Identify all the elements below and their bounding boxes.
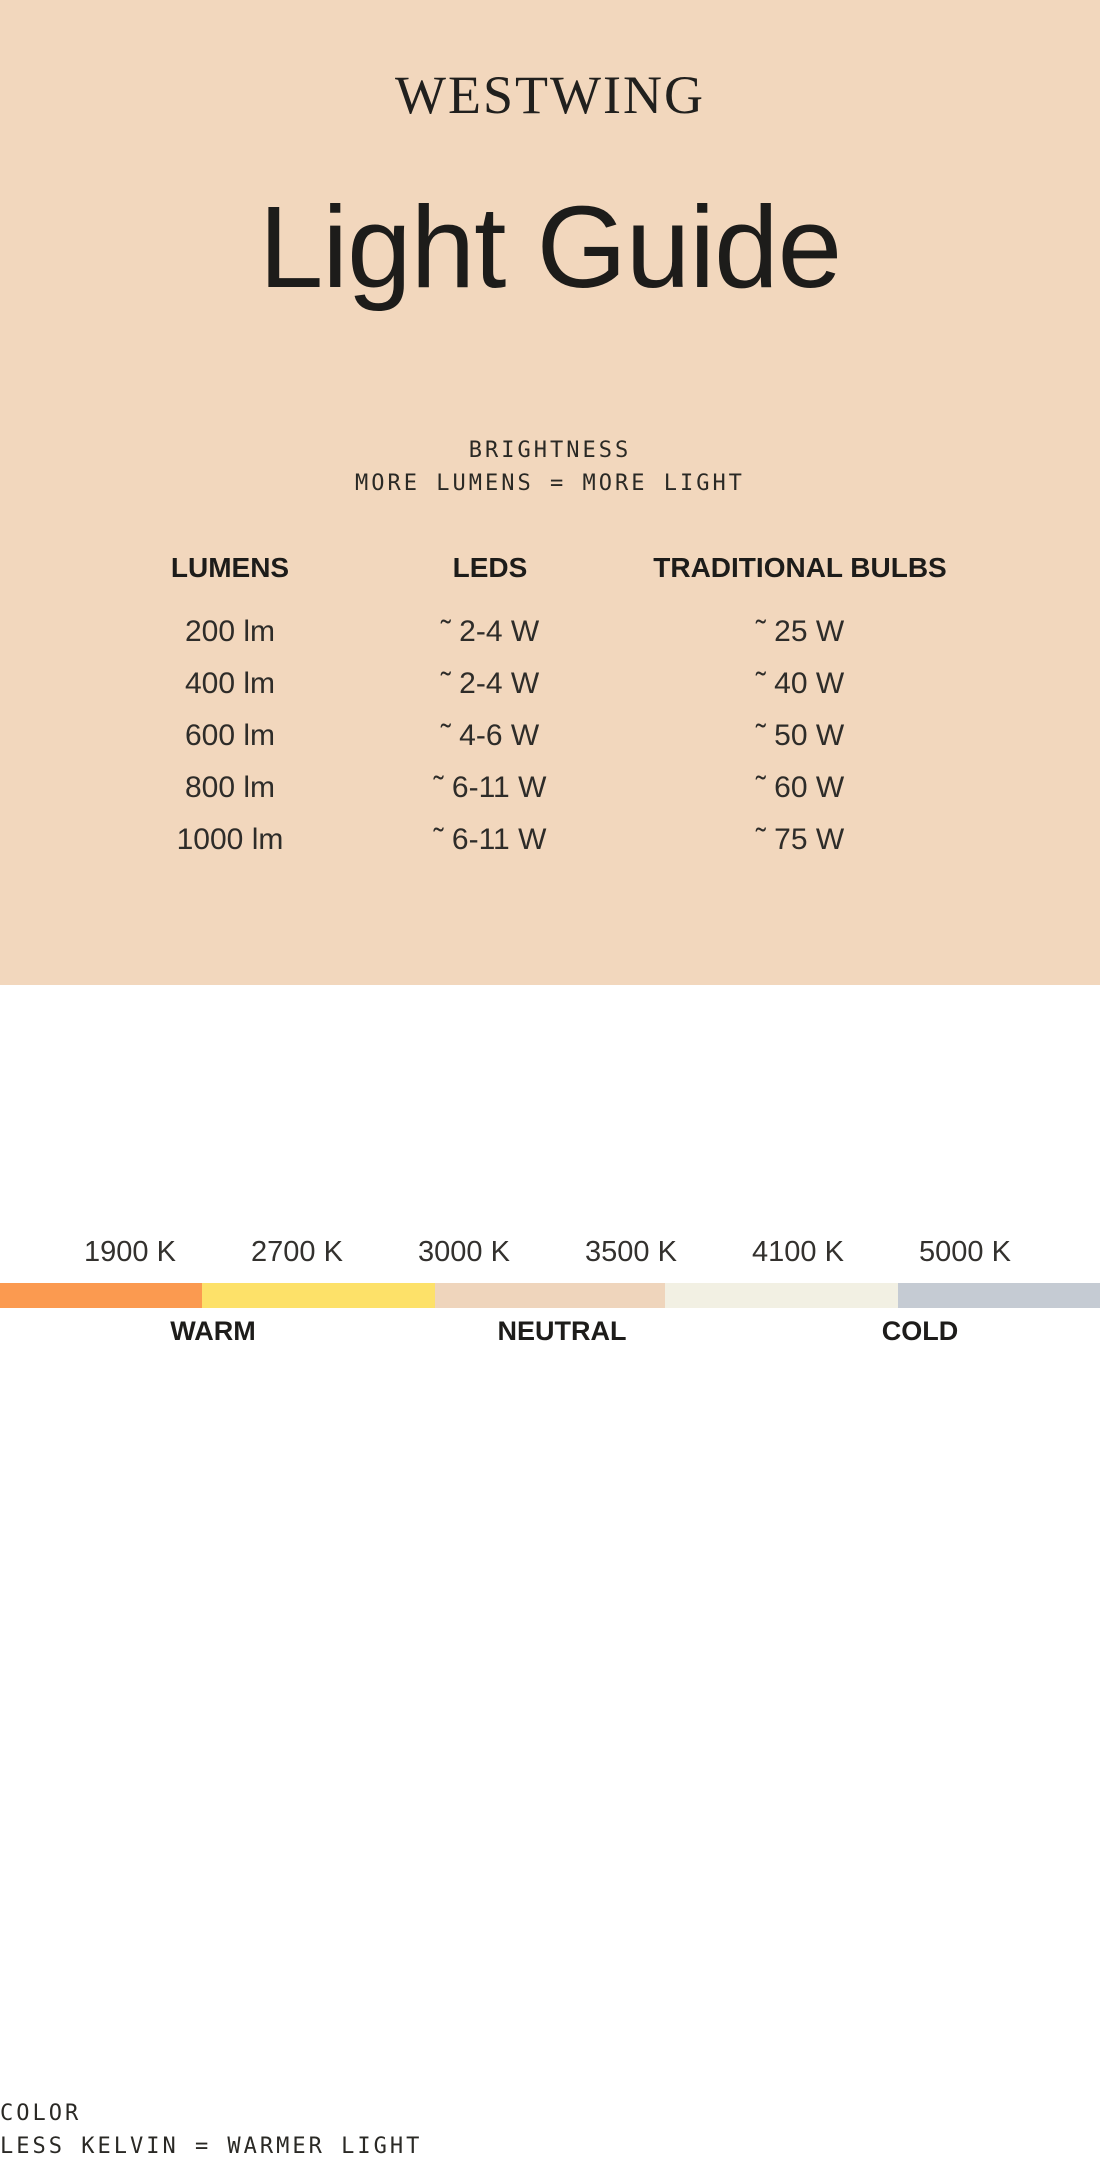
- color-temperature-bar: [0, 1283, 1100, 1308]
- table-row: [105, 814, 975, 866]
- bulb-watts-value: ˜ 60 W: [755, 771, 845, 804]
- led-watts-value: ˜ 2-4 W: [440, 615, 540, 648]
- temperature-label-neutral: NEUTRAL: [497, 1316, 627, 1346]
- scale-segment-neutral-tan: [435, 1283, 665, 1308]
- bulb-watts-value: ˜ 75 W: [755, 823, 845, 856]
- bulb-watts-value: ˜ 40 W: [755, 667, 845, 700]
- color-temperature-section: [0, 985, 1100, 2159]
- color-heading-block: [0, 2097, 1100, 2163]
- scale-segment-warm-yellow: [202, 1283, 435, 1308]
- led-watts-value: ˜ 2-4 W: [440, 667, 540, 700]
- scale-segment-cold-blue: [898, 1283, 1100, 1308]
- lumens-value: 800 lm: [184, 771, 276, 804]
- temperature-label-warm: WARM: [170, 1316, 256, 1346]
- column-header-leds: LEDS: [452, 552, 528, 583]
- column-header-lumens: LUMENS: [170, 552, 290, 583]
- brightness-section: [0, 0, 1100, 985]
- scale-segment-warm-orange: [0, 1283, 202, 1308]
- kelvin-label: 4100 K: [752, 1236, 844, 1268]
- kelvin-label: 5000 K: [919, 1236, 1011, 1268]
- table-body: [105, 606, 975, 866]
- brightness-subheading: MORE LUMENS = MORE LIGHT: [355, 471, 745, 496]
- brightness-heading: BRIGHTNESS: [468, 438, 632, 463]
- led-watts-value: ˜ 6-11 W: [433, 771, 547, 804]
- table-row: [105, 710, 975, 762]
- lumens-value: 400 lm: [184, 667, 276, 700]
- table-row: [105, 762, 975, 814]
- scale-segment-neutral-cream: [665, 1283, 898, 1308]
- bulb-watts-value: ˜ 50 W: [755, 719, 845, 752]
- page-title: Light Guide: [258, 182, 842, 312]
- color-heading: COLOR: [0, 2101, 82, 2126]
- lumens-comparison-table: [105, 548, 975, 866]
- kelvin-label: 1900 K: [84, 1236, 176, 1268]
- westwing-logo: WESTWING: [395, 65, 705, 125]
- kelvin-label: 3500 K: [585, 1236, 677, 1268]
- lumens-value: 600 lm: [184, 719, 276, 752]
- table-row: [105, 658, 975, 710]
- table-row: [105, 606, 975, 658]
- lumens-value: 200 lm: [184, 615, 276, 648]
- led-watts-value: ˜ 6-11 W: [433, 823, 547, 856]
- led-watts-value: ˜ 4-6 W: [440, 719, 540, 752]
- lumens-value: 1000 lm: [176, 823, 284, 856]
- brightness-heading-block: [0, 434, 1100, 500]
- kelvin-label: 2700 K: [251, 1236, 343, 1268]
- column-header-traditional-bulbs: TRADITIONAL BULBS: [653, 552, 947, 583]
- bulb-watts-value: ˜ 25 W: [755, 615, 845, 648]
- temperature-label-cold: COLD: [881, 1316, 959, 1346]
- table-header-row: [105, 548, 975, 588]
- kelvin-label: 3000 K: [418, 1236, 510, 1268]
- color-subheading: LESS KELVIN = WARMER LIGHT: [0, 2134, 423, 2159]
